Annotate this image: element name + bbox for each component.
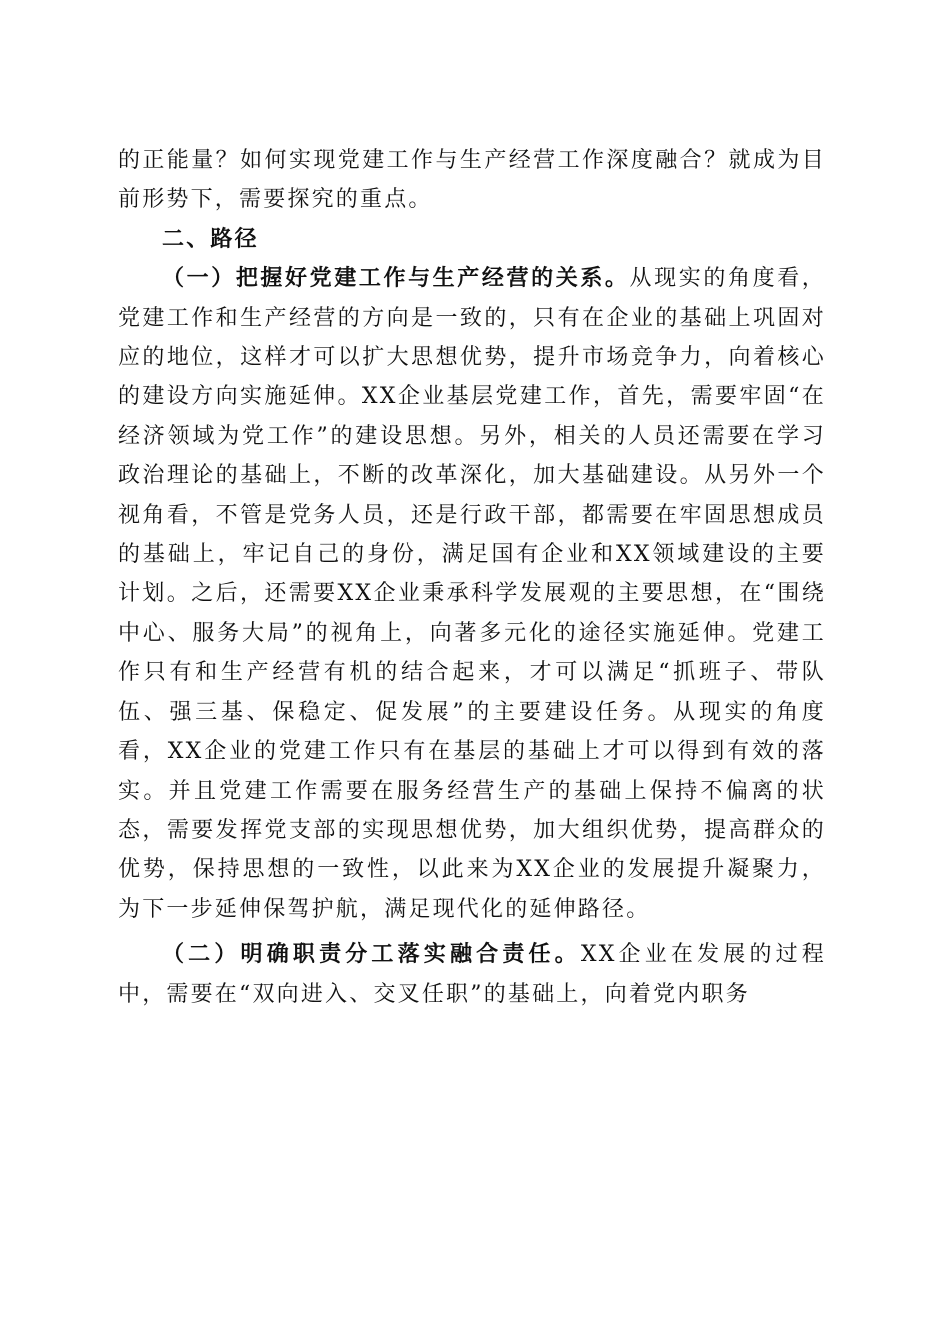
section-heading-2: 二、路径 [162,226,259,252]
paragraph-2-label: （二）明确职责分工落实融合责任。 [162,942,581,968]
paragraph-1 [118,259,826,929]
paragraph-1-body: 从现实的角度看，党建工作和生产经营的方向是一致的，只有在企业的基础上巩固对应的地位，这样才可以扩大思想优势，提升市场竞争力，向着核心的建设方向实施延伸。XX企业基层党建工作，首先，需要牢固“在经济领域为党工作”的建设思想。另外，相关的人员还需要在学习政治理论的基础上，不断的改革深化，加大基础建设。从另外一个视角看，不管是党务人员，还是行政干部，都需要在牢固思想成员的基础上，牢记自己的身份，满足国有企业和XX领域建设的主要计划。之后，还需要XX企业秉承科学发展观的主要思想，在“围绕中心、服务大局”的视角上，向著多元化的途径实施延伸。党建工作只有和生产经营有机的结合起来，才可以满足“抓班子、带队伍、强三基、保稳定、促发展”的主要建设任务。从现实的角度看，XX企业的党建工作只有在基层的基础上才可以得到有效的落实。并且党建工作需要在服务经营生产的基础上保持不偏离的状态，需要发挥党支部的实现思想优势，加大组织优势，提高群众的优势，保持思想的一致性，以此来为XX企业的发展提升凝聚力，为下一步延伸保驾护航，满足现代化的延伸路径。 [118,266,826,922]
paragraph-2 [118,935,826,1014]
paragraph-2-body: XX企业在发展的过程中，需要在“双向进入、交叉任职”的基础上，向着党内职务 [118,942,827,1007]
document-body [118,141,826,1014]
paragraph-continuation: 的正能量？如何实现党建工作与生产经营工作深度融合？就成为目前形势下，需要探究的重点。 [118,148,826,213]
paragraph-1-label: （一）把握好党建工作与生产经营的关系。 [162,266,630,292]
